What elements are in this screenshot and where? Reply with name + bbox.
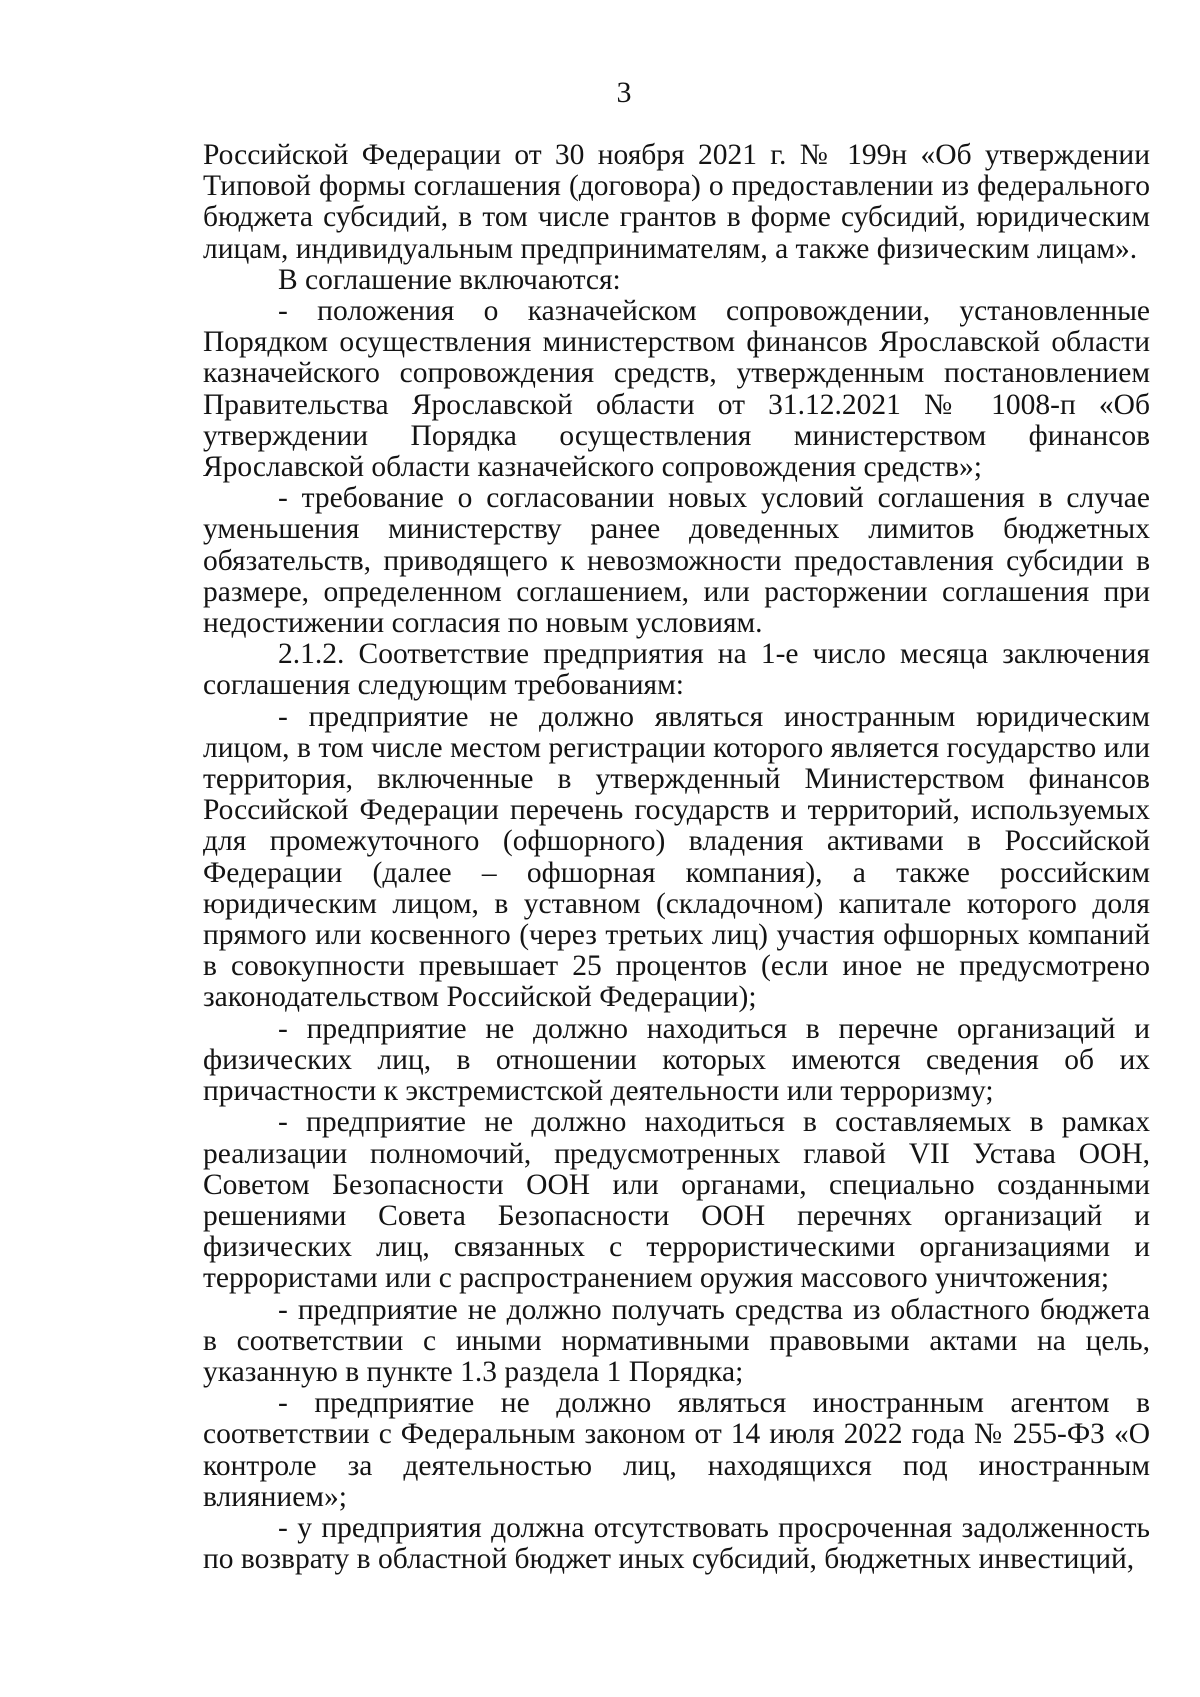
- paragraph-un-lists: - предприятие не должно находиться в составляемых в рамках реализации полномочий, предусмотренных главой VII Устава ООН, Советом Безопасности ООН или органами, специально созданными решениями Совета Безопасности ООН перечнях организаций и физических лиц, связанных с террористическими организациями и террористами или с распространением оружия массового уничтожения;: [203, 1106, 1150, 1295]
- paragraph-no-other-funds: - предприятие не должно получать средства из областного бюджета в соответствии с иными нормативными правовыми актами на цель, указанную в пункте 1.3 раздела 1 Порядка;: [203, 1293, 1150, 1388]
- paragraph-treasury-support: - положения о казначейском сопровождении, установленные Порядком осуществления министерством финансов Ярославской области казначейского сопровождения средств, утвержденным постановлением Правительства Ярославской области от 31.12.2021 № 1008-п «Об утверждении Порядка осуществления министерством финансов Ярославской области казначейского сопровождения средств»;: [203, 295, 1150, 484]
- paragraph-section-2-1-2: 2.1.2. Соответствие предприятия на 1-е число месяца заключения соглашения следующим требованиям:: [203, 638, 1150, 702]
- page-number: 3: [616, 76, 632, 109]
- paragraph-agreement-includes: В соглашение включаются:: [278, 263, 621, 296]
- paragraph-continuation: Российской Федерации от 30 ноября 2021 г. № 199н «Об утверждении Типовой формы соглашения (договора) о предоставлении из федерального бюджета субсидий, в том числе грантов в форме субсидий, юридическим лицам, индивидуальным предпринимателям, а также физическим лицам».: [203, 139, 1150, 265]
- paragraph-not-foreign-entity: - предприятие не должно являться иностранным юридическим лицом, в том числе местом регистрации которого является государство или территория, включенные в утвержденный Министерством финансов Российской Федерации перечень государств и территорий, используемых для промежуточного (офшорного) владения активами в Российской Федерации (далее – офшорная компания), а также российским юридическим лицом, в уставном (складочном) капитале которого доля прямого или косвенного (через третьих лиц) участия офшорных компаний в совокупности превышает 25 процентов (если иное не предусмотрено законодательством Российской Федерации);: [203, 700, 1150, 1014]
- paragraph-no-overdue-debt: - у предприятия должна отсутствовать просроченная задолженность по возврату в областной бюджет иных субсидий, бюджетных инвестиций,: [203, 1511, 1150, 1576]
- paragraph-new-conditions: - требование о согласовании новых условий соглашения в случае уменьшения министерству ранее доведенных лимитов бюджетных обязательств, приводящего к невозможности предоставления субсидии в размере, определенном соглашением, или расторжении соглашения при недостижении согласия по новым условиям.: [203, 482, 1150, 640]
- paragraph-extremism-list: - предприятие не должно находиться в перечне организаций и физических лиц, в отношении которых имеются сведения об их причастности к экстремистской деятельности или терроризму;: [203, 1012, 1150, 1108]
- paragraph-foreign-agent: - предприятие не должно являться иностранным агентом в соответствии с Федеральным законом от 14 июля 2022 года № 255-ФЗ «О контроле за деятельностью лиц, находящихся под иностранным влиянием»;: [203, 1387, 1150, 1513]
- document-body: [203, 140, 1150, 1575]
